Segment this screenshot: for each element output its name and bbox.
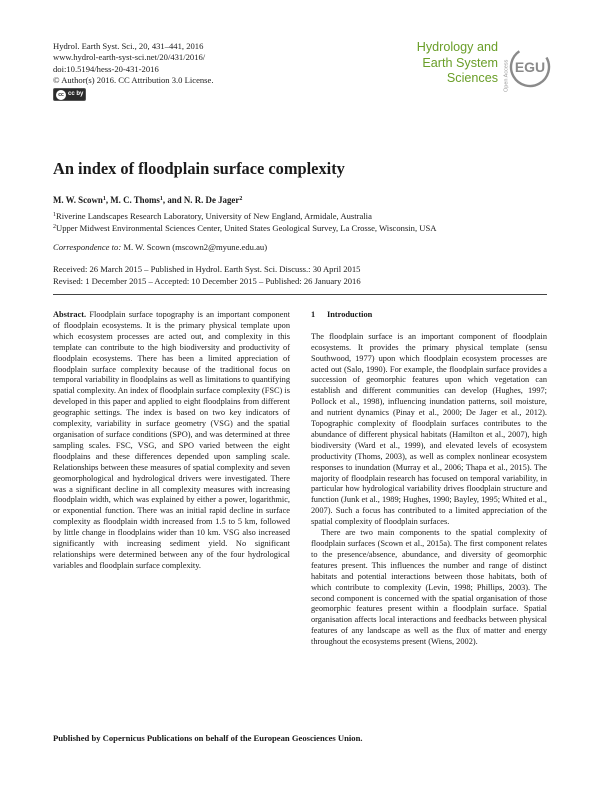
- publisher-footer: Published by Copernicus Publications on behalf of the European Geosciences Union.: [53, 733, 363, 743]
- correspondence-text: M. W. Scown (mscown2@myune.edu.au): [121, 242, 268, 252]
- dates-line: Revised: 1 December 2015 – Accepted: 10 December 2015 – Published: 26 January 2016: [53, 275, 361, 286]
- author-separator: , and: [162, 195, 184, 205]
- correspondence: [53, 242, 267, 252]
- affiliation-number: 1: [53, 212, 56, 218]
- author-affiliation-mark: 1: [102, 196, 106, 202]
- section-title: Introduction: [327, 310, 373, 319]
- paper-title: An index of floodplain surface complexity: [53, 159, 345, 178]
- affiliation-text: Riverine Landscapes Research Laboratory, University of New England, Armidale, Australia: [56, 211, 372, 221]
- author-name: N. R. De Jager: [183, 195, 240, 205]
- paragraph: There are two main components to the spatial complexity of floodplain surfaces (Scown et al., 2015a). The first component relates to the presence/absence, abundance, and diversity of geomorphic features present. This influences the number and range of distinct habitats and potential interactions between those habitats, both of which contribute to complexity (Levin, 1998; Phillips, 2003). The second component is concerned with the spatial organisation of those geomorphic features present within a floodplain surface. Spatial organisation affects local interactions and feedbacks between physical features of any landscape as well as the flux of matter and energy throughout the ecosystems present (Wiens, 2002).: [311, 528, 547, 647]
- author-list: [53, 195, 242, 205]
- dates-line: Received: 26 March 2015 – Published in Hydrol. Earth Syst. Sci. Discuss.: 30 April 2015: [53, 264, 361, 274]
- article-url[interactable]: www.hydrol-earth-syst-sci.net/20/431/2016/: [53, 52, 206, 63]
- cc-icon: cc: [56, 90, 66, 100]
- author-name: M. W. Scown: [53, 195, 103, 205]
- affiliations: [53, 211, 436, 234]
- article-header: [53, 41, 214, 101]
- introduction-section: [311, 310, 547, 648]
- section-heading: [311, 310, 547, 321]
- author-separator: ,: [105, 195, 111, 205]
- header-divider: [53, 294, 547, 295]
- cc-license-badge[interactable]: [53, 88, 86, 101]
- open-access-text: Open Access: [503, 59, 509, 92]
- journal-name: [400, 40, 498, 87]
- egu-text: EGU: [514, 59, 546, 75]
- egu-logo-icon: [509, 46, 551, 88]
- author-affiliation-mark: 1: [159, 196, 163, 202]
- section-number: 1: [311, 310, 316, 319]
- affiliation: [53, 223, 436, 235]
- author-affiliation-mark: 2: [239, 196, 243, 202]
- open-access-label: [501, 42, 509, 94]
- publication-dates: [53, 264, 361, 287]
- paragraph: The floodplain surface is an important component of floodplain ecosystems. It provides the primary physical template (sensu Southwood, 1977) upon which floodplain ecosystem processes are acted out (Salo, 1990). For example, the floodplain surface provides a succession of geomorphic features upon which vegetation can establish and different communities can develop (Hughes, 1997; Pollock et al., 1998), influencing inundation patterns, soil moisture, and nutrient dynamics (Pinay et al., 2000; De Jager et al., 2012). Topographic complexity of floodplain surfaces contributes to the abundance of different physical habitats (Hamilton et al., 2007), high biodiversity (Ward et al., 1999), and elevated levels of ecosystem productivity (Thoms, 2003), as well as complex nonlinear ecosystem responses to inundation (Murray et al., 2006; Thapa et al., 2015). The majority of floodplain research has focused on temporal variability, in particular how hydrological variability drives floodplain structure and function (Junk et al., 1989; Hughes, 1990; Bayley, 1995; Whited et al., 2007). Such a focus has contributed to a limited appreciation of the spatial complexity of floodplain surfaces.: [311, 331, 547, 527]
- journal-name-line3: Sciences: [446, 71, 498, 86]
- copyright: © Author(s) 2016. CC Attribution 3.0 License.: [53, 74, 214, 85]
- journal-name-line2: Earth System: [422, 55, 498, 70]
- author-name: M. C. Thoms: [110, 195, 160, 205]
- affiliation: [53, 211, 436, 223]
- journal-name-line1: Hydrology and: [416, 40, 498, 54]
- abstract: [53, 310, 290, 572]
- cc-license-label: cc by: [68, 91, 84, 98]
- affiliation-text: Upper Midwest Environmental Sciences Center, United States Geological Survey, La Crosse, Wisconsin, USA: [56, 222, 437, 233]
- citation: Hydrol. Earth Syst. Sci., 20, 431–441, 2016: [53, 41, 204, 51]
- abstract-heading: Abstract.: [53, 310, 87, 319]
- affiliation-number: 2: [53, 223, 56, 230]
- doi[interactable]: doi:10.5194/hess-20-431-2016: [53, 63, 159, 74]
- abstract-text: Floodplain surface topography is an important component of floodplain ecosystems. It is the primary physical template upon which ecosystem processes are acted out, and complexity in this template can contribute to the high biodiversity and productivity of floodplain ecosystems. There has been a limited appreciation of floodplain surface complexity because of the traditional focus on temporal variability in floodplains as well as limitations to quantifying spatial complexity. An index of floodplain surface complexity (FSC) is developed in this paper and applied to eight floodplains from different geographic settings. The index is based on two key indicators of complexity, variability in surface geometry (VSG) and the spatial organisation of surface conditions (SPO), and was determined at three sampling scales. FSC, VSG, and SPO varied between the eight floodplains and these differences depended upon sampling scale. Relationships between these measures of spatial complexity and seven geomorphological and hydrological drivers were investigated. There was a significant decline in all complexity measures with increasing floodplain width, which was explained by either a power, logarithmic, or exponential function. There was an initial rapid decline in surface complexity as floodplain width increased from 1.5 to 5 km, followed by little change in floodplains wider than 10 km. VSG also increased significantly with increasing sediment yield. No significant relationships were determined between any of the four hydrological variables and floodplain surface complexity.: [53, 310, 290, 570]
- correspondence-label: Correspondence to:: [53, 242, 122, 252]
- journal-logo: [400, 40, 550, 102]
